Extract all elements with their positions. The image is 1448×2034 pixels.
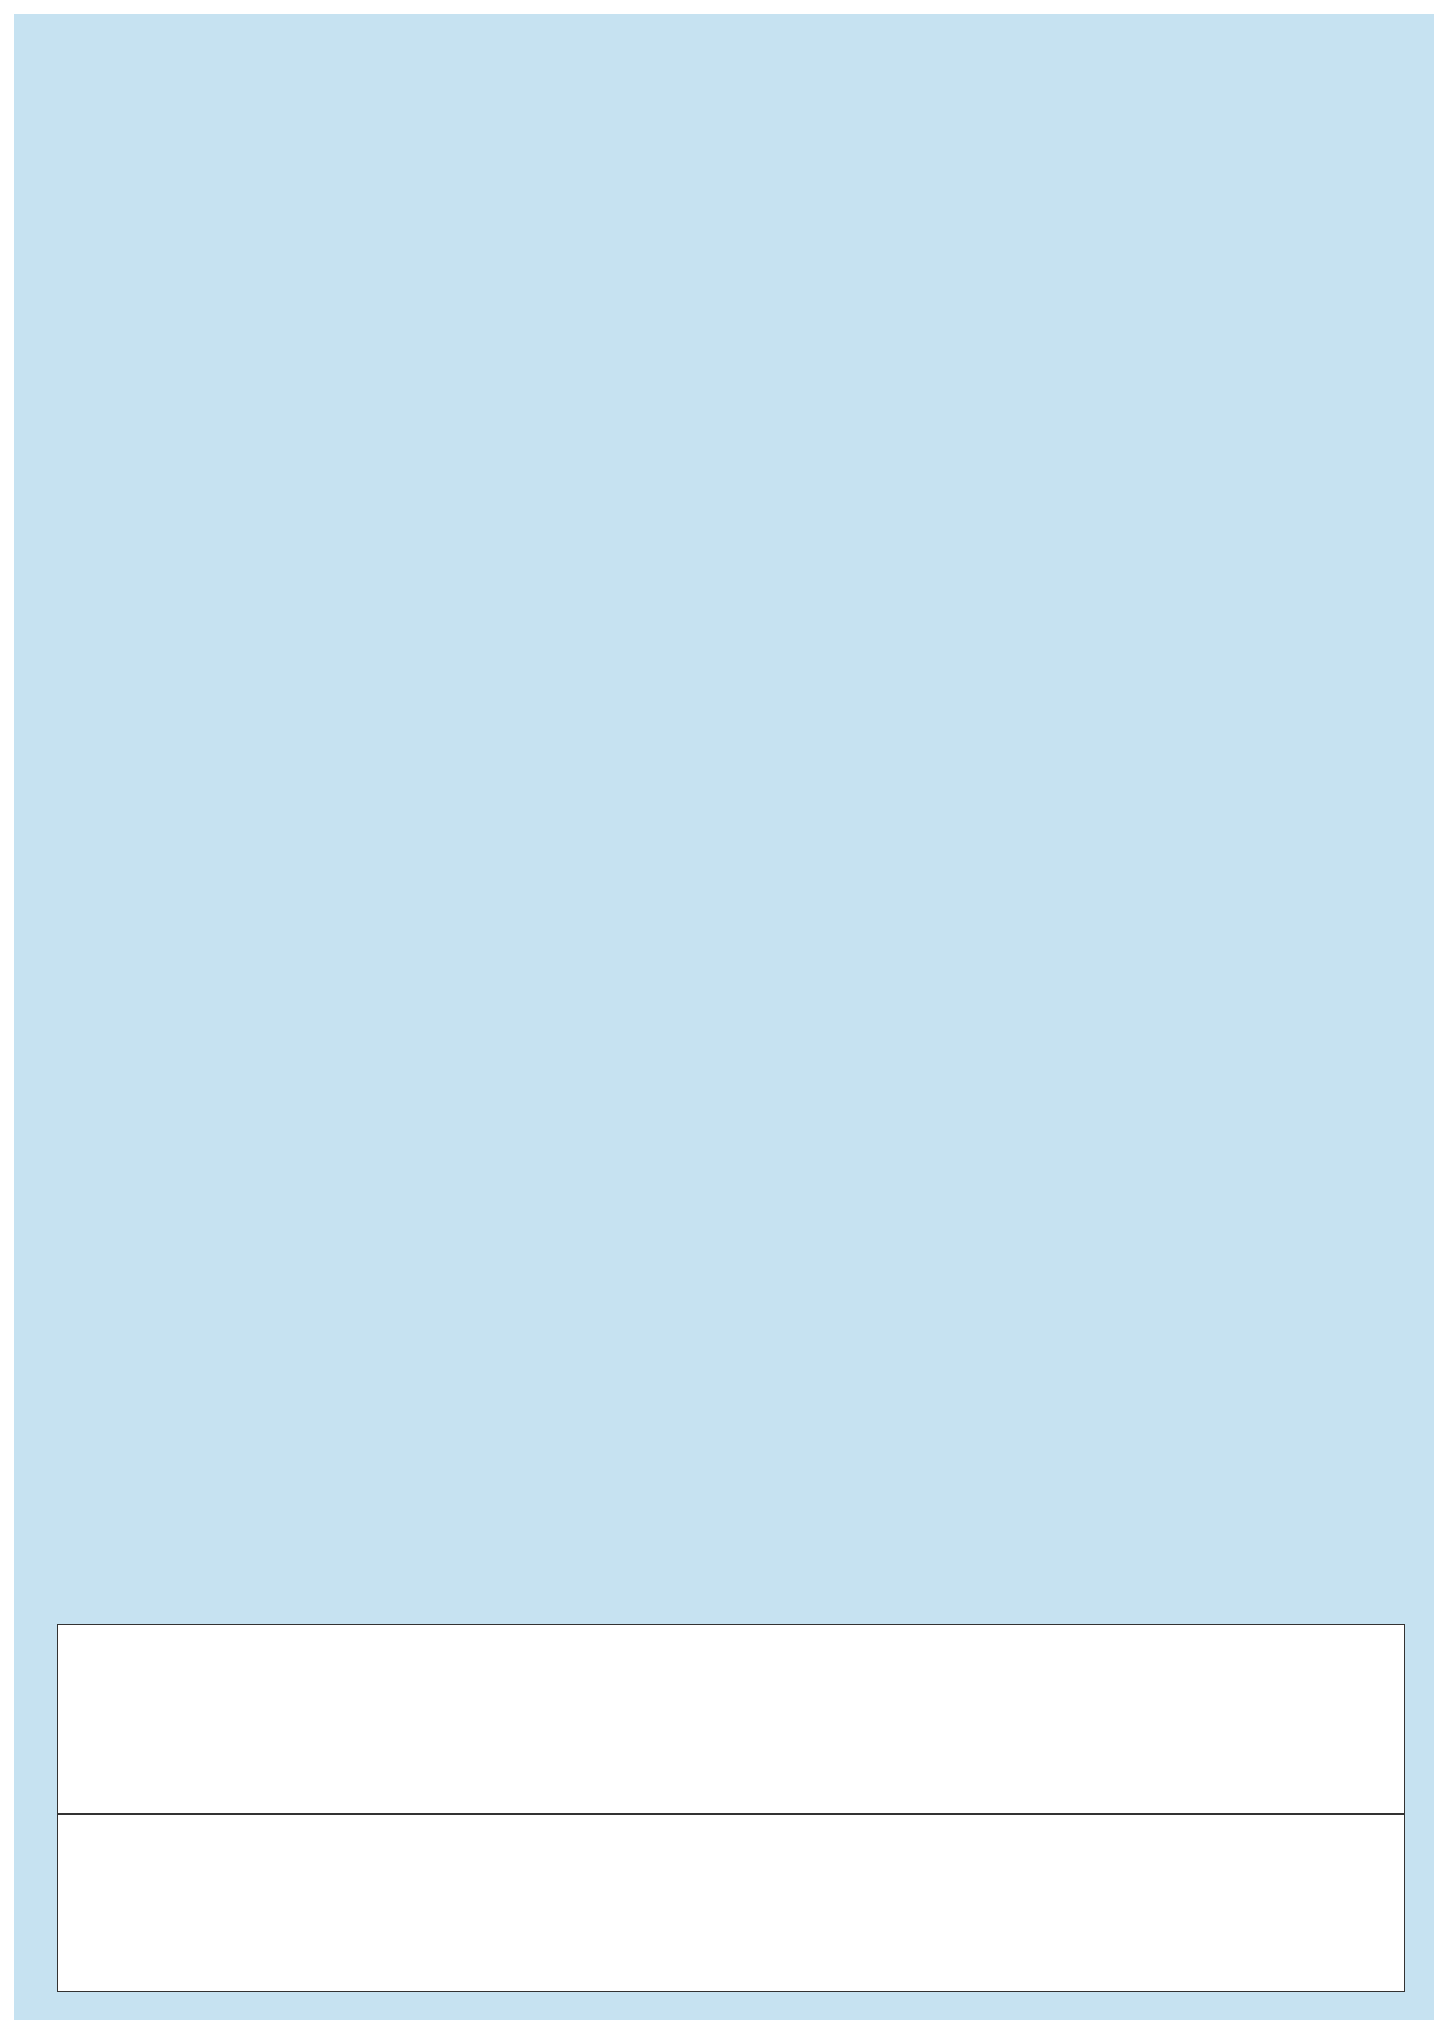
legend-row-2	[57, 1814, 1405, 1992]
legend-row-1	[57, 1624, 1405, 1814]
calendar-poster	[14, 14, 1434, 2020]
